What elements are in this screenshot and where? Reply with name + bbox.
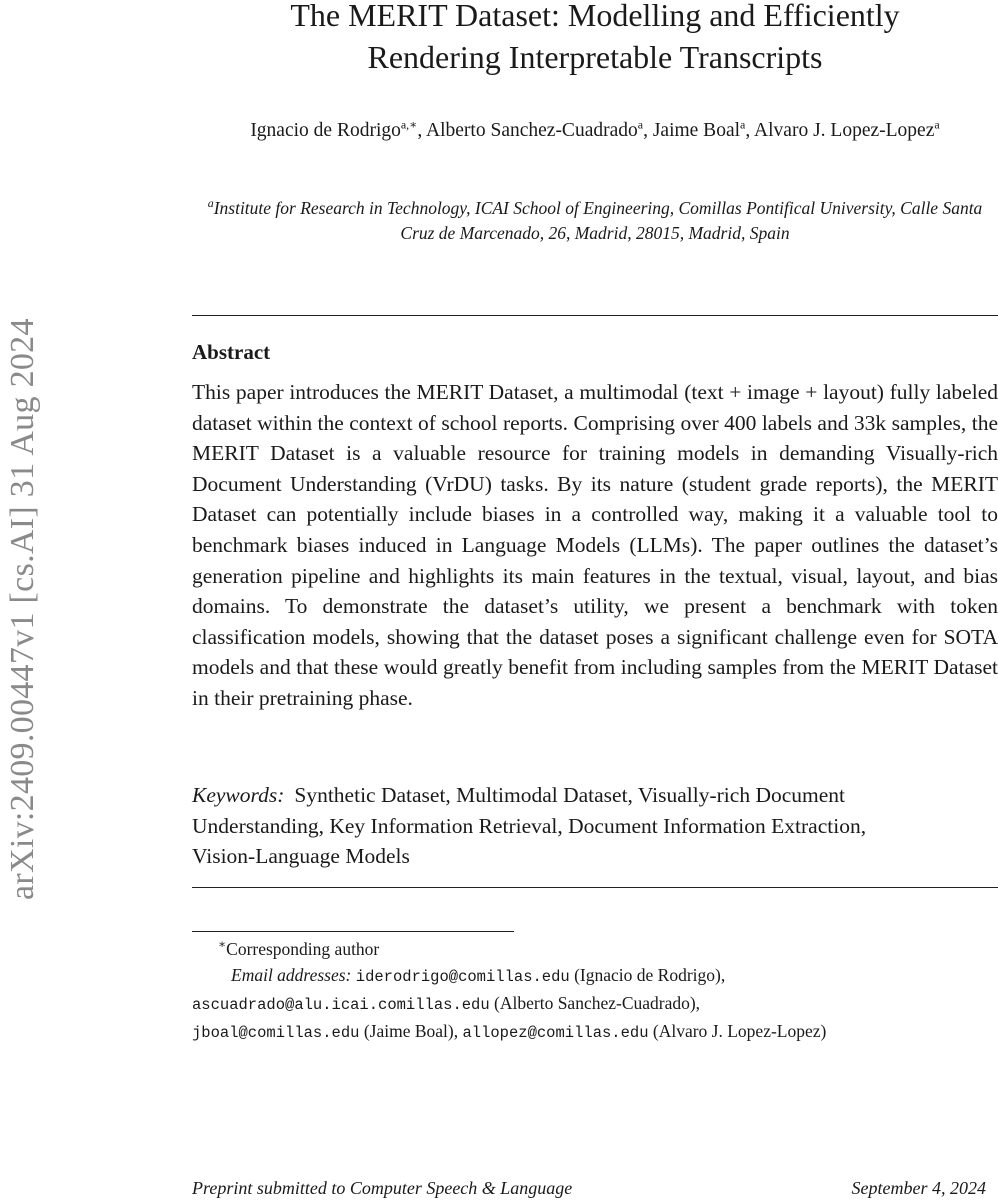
author: Jaime Boal$^a$, xyxy=(652,117,755,141)
keywords-text: Synthetic Dataset, Multimodal Dataset, Visually-rich Document Understanding, Key Information Retrieval, Document Information Extraction, Vision-Language Models xyxy=(192,783,867,869)
keywords xyxy=(192,780,912,872)
email-link[interactable]: ascuadrado@alu.icai.comillas.edu xyxy=(192,996,490,1014)
footnote-rule xyxy=(192,931,514,932)
affiliation-text: Institute for Research in Technology, ICAI School of Engineering, Comillas Pontifical University, Calle Santa Cruz de Marcenado, 26, Madrid, 28015, Madrid, Spain xyxy=(213,198,983,243)
title-line-2: Rendering Interpretable Transcripts xyxy=(367,39,823,75)
corresponding-author-note: ∗Corresponding author xyxy=(218,937,380,959)
footer-journal: Preprint submitted to Computer Speech & Language xyxy=(192,1178,573,1198)
arxiv-identifier: arXiv:2409.00447v1 [cs.AI] 31 Aug 2024 xyxy=(4,318,41,900)
keywords-label: Keywords: xyxy=(192,783,285,807)
email-line-2: ascuadrado@alu.icai.comillas.edu (Alberto Sanchez-Cuadrado), xyxy=(192,993,701,1014)
abstract-text: This paper introduces the MERIT Dataset, a multimodal (text + image + layout) fully labeled dataset within the context of school reports. Comprising over 400 labels and 33k samples, the MERIT Dataset is a valuable resource for training models in demanding Visually-rich Document Understanding (VrDU) tasks. By its nature (student grade reports), the MERIT Dataset can potentially include biases in a controlled way, making it a valuable tool to benchmark biases induced in Language Models (LLMs). The paper outlines the dataset’s generation pipeline and highlights its main features in the textual, visual, layout, and bias domains. To demonstrate the dataset’s utility, we present a benchmark with token classification models, showing that the dataset poses a significant challenge even for SOTA models and that these would greatly benefit from including samples from the MERIT Dataset in their pretraining phase. xyxy=(192,380,998,710)
affiliation-mark: a xyxy=(207,196,214,211)
author-list xyxy=(192,116,998,146)
paper-title xyxy=(192,0,998,78)
affiliation xyxy=(192,196,998,246)
abstract-heading: Abstract xyxy=(192,340,271,364)
author: Ignacio de Rodrigo$^{a,∗}$, xyxy=(250,117,427,141)
email-label: Email addresses: xyxy=(231,965,352,985)
email-link[interactable]: jboal@comillas.edu xyxy=(192,1024,360,1042)
top-rule xyxy=(192,315,998,316)
email-line-1: Email addresses: iderodrigo@comillas.edu (Ignacio de Rodrigo), xyxy=(231,965,726,986)
author: Alvaro J. Lopez-Lopez$^a$ xyxy=(754,117,940,141)
title-line-1: The MERIT Dataset: Modelling and Efficiently xyxy=(290,0,900,33)
footer-date: September 4, 2024 xyxy=(851,1178,986,1198)
email-line-3: jboal@comillas.edu (Jaime Boal), allopez@comillas.edu (Alvaro J. Lopez-Lopez) xyxy=(192,1021,827,1042)
footnotes xyxy=(192,936,998,1046)
email-link[interactable]: allopez@comillas.edu xyxy=(462,1024,649,1042)
author: Alberto Sanchez-Cuadrado$^a$, xyxy=(426,117,653,141)
bottom-rule xyxy=(192,887,998,888)
email-link[interactable]: iderodrigo@comillas.edu xyxy=(355,968,570,986)
